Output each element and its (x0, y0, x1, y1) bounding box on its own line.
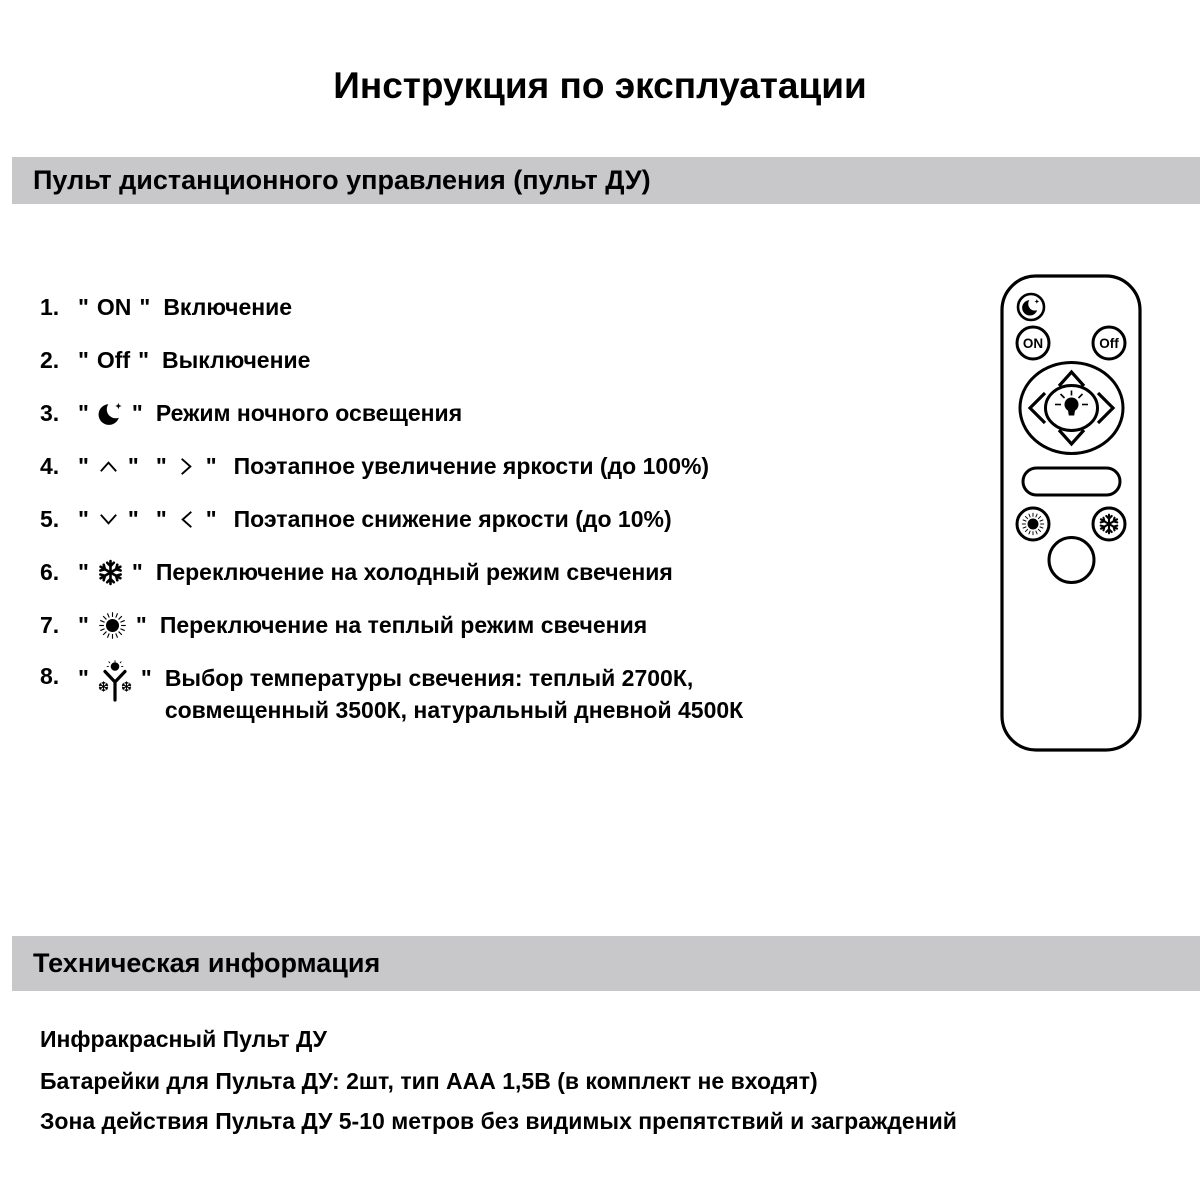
quote-mark: " (78, 505, 89, 532)
quote-mark: " (127, 505, 139, 532)
quote-mark: " (155, 505, 167, 532)
quote-mark: " (78, 346, 89, 373)
item-number: 7. (40, 611, 60, 638)
quote-mark: " (205, 452, 217, 479)
section-header-tech-label: Техническая информация (33, 948, 381, 978)
quote-mark: " (205, 505, 217, 532)
tech-info-line: Инфракрасный Пульт ДУ (40, 1025, 327, 1052)
item-text: Переключение на теплый режим свечения (159, 611, 648, 638)
instruction-item-brightness-down (40, 504, 672, 534)
item-number: 3. (40, 399, 60, 426)
remote-on-label: ON (1022, 336, 1044, 351)
item-text-line2: совмещенный 3500К, натуральный дневной 4500К (164, 696, 744, 723)
item-text-line1: Выбор температуры свечения: теплый 2700К, (164, 665, 694, 691)
chevron-down-icon (97, 508, 120, 531)
chevron-right-icon (175, 455, 198, 478)
tech-info-line: Зона действия Пульта ДУ 5-10 метров без видимых препятствий и заграждений (40, 1107, 957, 1134)
quote-mark: " (78, 399, 89, 426)
item-number: 8. (40, 663, 60, 689)
instruction-item-on (40, 292, 292, 322)
instruction-item-night-mode (40, 398, 462, 428)
moon-star-icon (97, 400, 124, 427)
quote-mark: " (78, 611, 89, 638)
item-number: 4. (40, 452, 60, 479)
quote-mark: " (155, 452, 167, 479)
warm-light-icon (1022, 513, 1044, 535)
chevron-up-icon (97, 455, 120, 478)
section-header-remote-label: Пульт дистанционного управления (пульт ДУ) (33, 165, 651, 195)
instruction-item-brightness-up (40, 451, 709, 481)
quote-mark: " (127, 452, 139, 479)
snowflake-icon (97, 559, 124, 586)
tech-info-line: Батарейки для Пульта ДУ: 2шт, тип ААА 1,5В (в комплект не входят) (40, 1067, 818, 1094)
item-text: Поэтапное снижение яркости (до 10%) (233, 505, 672, 532)
instruction-item-temperature-select (40, 663, 744, 723)
quote-mark: " (78, 665, 89, 691)
quote-mark: " (140, 665, 152, 691)
instruction-item-off (40, 345, 310, 375)
instruction-item-warm-mode (40, 610, 647, 640)
item-text: Режим ночного освещения (155, 399, 463, 426)
off-label: Off (96, 346, 131, 373)
on-label: ON (96, 293, 132, 320)
remote-off-label: Off (1099, 336, 1119, 351)
instruction-item-cold-mode (40, 557, 673, 587)
chevron-left-icon (175, 508, 198, 531)
quote-mark: " (139, 293, 151, 320)
item-number: 1. (40, 293, 60, 320)
quote-mark: " (78, 558, 89, 585)
item-number: 6. (40, 558, 60, 585)
item-text: Включение (163, 293, 293, 320)
item-text-block (165, 663, 743, 726)
item-text: Выключение (162, 346, 311, 373)
item-text: Поэтапное увеличение яркости (до 100%) (233, 452, 710, 479)
item-number: 2. (40, 346, 60, 373)
warm-light-icon (97, 610, 128, 641)
page-title: Инструкция по эксплуатации (333, 65, 867, 106)
item-text: Переключение на холодный режим свечения (155, 558, 673, 585)
quote-mark: " (135, 611, 147, 638)
quote-mark: " (78, 452, 89, 479)
item-number: 5. (40, 505, 60, 532)
quote-mark: " (131, 399, 143, 426)
temperature-select-icon (97, 660, 133, 702)
quote-mark: " (138, 346, 150, 373)
quote-mark: " (78, 293, 89, 320)
section-header-tech (12, 936, 1200, 991)
remote-control-illustration (1000, 274, 1142, 752)
quote-mark: " (131, 558, 143, 585)
section-header-remote (12, 157, 1200, 204)
